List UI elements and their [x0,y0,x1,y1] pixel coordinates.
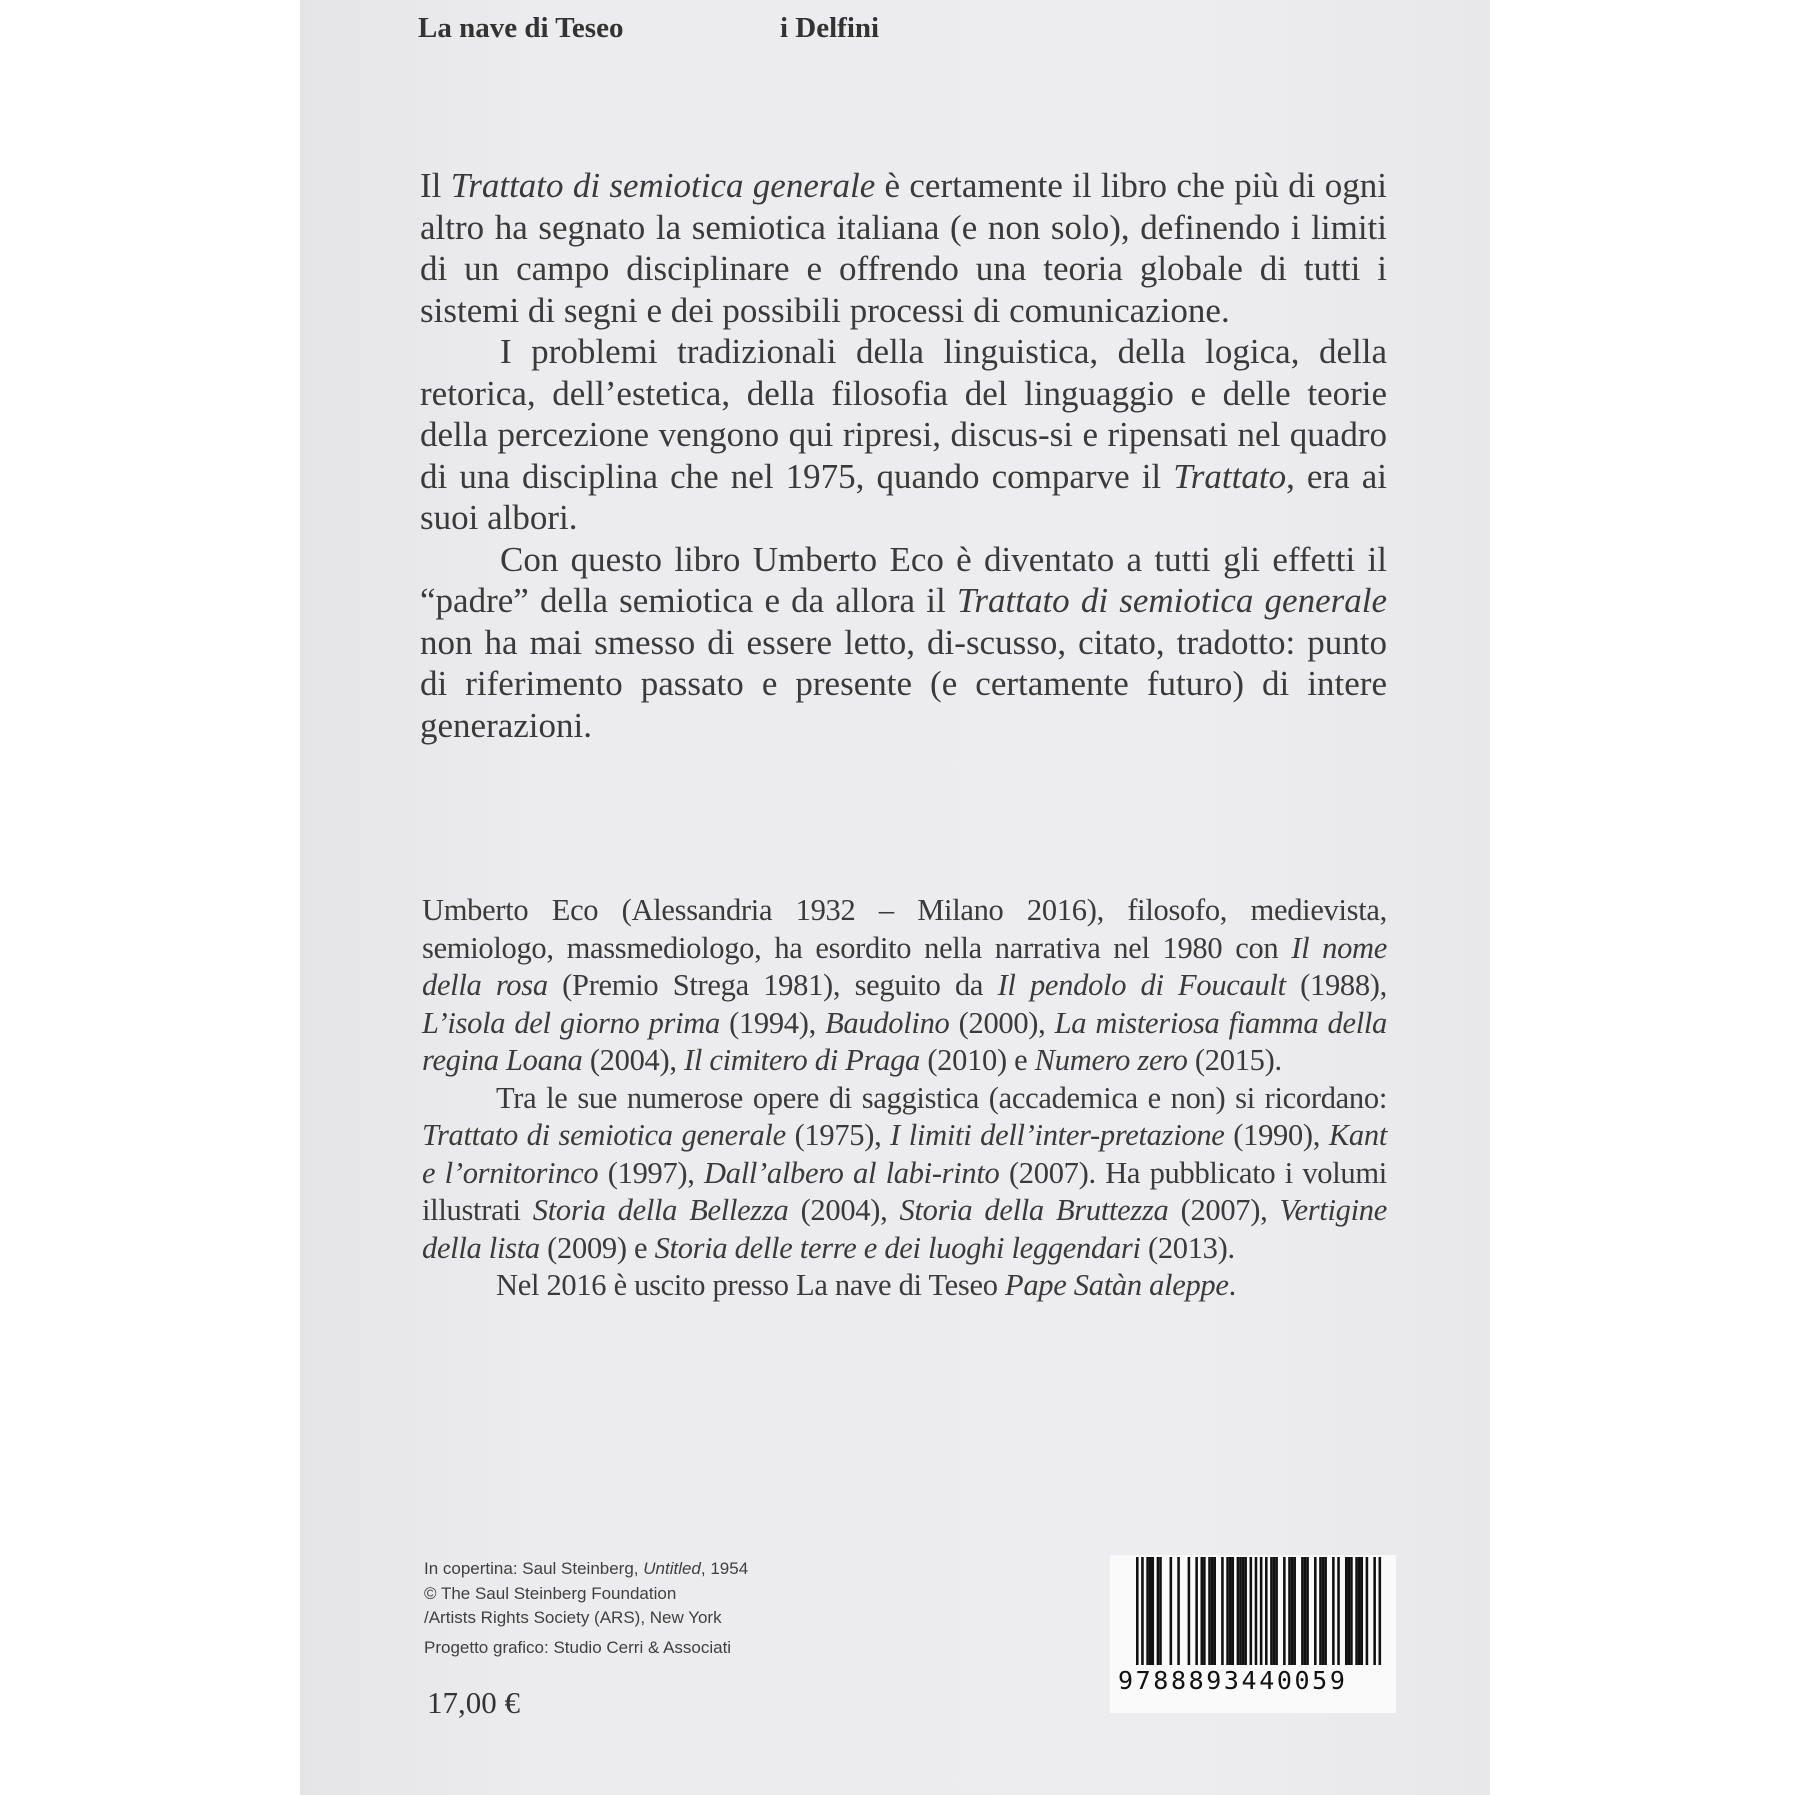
barcode-bar [1195,1557,1198,1665]
barcode-bar [1242,1557,1245,1665]
publisher-name: La nave di Teseo [418,12,624,44]
barcode-bar [1159,1557,1162,1665]
barcode-bar [1213,1557,1216,1665]
barcode-bar [1157,1557,1160,1665]
barcode-bar [1319,1557,1322,1665]
barcode-bar [1379,1557,1382,1665]
barcode-bar [1345,1557,1348,1665]
bio-paragraph-1: Umberto Eco (Alessandria 1932 – Milano 2016), filosofo, medievista, semiologo, massmediologo, ha esordito nella narrativa nel 1980 con Il nome della rosa (Premio Strega 1981), seguito da Il pendolo di Foucault (1988), L’isola del giorno prima (1994), Baudolino (2000), La misteriosa fiamma della regina Loana (2004), Il cimitero di Praga (2010) e Numero zero (2015). [422,893,1387,1077]
barcode-bar [1324,1557,1327,1665]
barcode-bar [1304,1557,1307,1665]
barcode-bar [1211,1557,1214,1665]
barcode-bar [1170,1557,1173,1665]
bio-paragraph-3: Nel 2016 è uscito presso La nave di Teseo Pape Satàn aleppe. [496,1268,1236,1302]
isbn-digits: 9788893440059 [1118,1666,1348,1695]
barcode-bar [1366,1557,1369,1665]
series-name: i Delfini [780,12,880,44]
barcode-bar [1291,1557,1294,1665]
barcode-bar [1337,1557,1340,1665]
blurb-paragraph-3: Con questo libro Umberto Eco è diventato a tutti gli effetti il “padre” della semiotica e da allora il Trattato di semiotica generale non ha mai smesso di essere letto, di-scusso, citato, tradotto: punto di riferimento passato e presente (e certamente futuro) di intere generazioni. [420,539,1388,745]
copyright-line: © The Saul Steinberg Foundation [424,1583,677,1603]
author-bio [422,892,1387,1305]
barcode-bar [1288,1557,1291,1665]
barcode-bar [1229,1557,1232,1665]
barcode-bar [1141,1557,1144,1665]
barcode-bar [1358,1557,1361,1665]
barcode-bar [1201,1557,1204,1665]
barcode-bar [1203,1557,1206,1665]
blurb-paragraph-1: Il Trattato di semiotica generale è certamente il libro che più di ogni altro ha segnato la semiotica italiana (e non solo), definendo i limiti di un campo disciplinare e offrendo una teoria globale di tutti i sistemi di segni e dei possibili processi di comunicazione. [420,166,1387,330]
barcode-bar [1151,1557,1154,1665]
barcode-bar [1273,1557,1276,1665]
barcode-bar [1322,1557,1325,1665]
barcode-bar [1373,1557,1376,1665]
barcode-bar [1255,1557,1258,1665]
barcode-bar [1293,1557,1296,1665]
price-label: 17,00 € [427,1685,520,1720]
barcode-bar [1244,1557,1247,1665]
design-credit: Progetto grafico: Studio Cerri & Associati [424,1637,732,1657]
isbn-barcode [1110,1555,1396,1713]
barcode-bar [1177,1557,1180,1665]
barcode-bar [1188,1557,1191,1665]
cover-art-credit: In copertina: Saul Steinberg, Untitled, 1954 [424,1559,749,1578]
barcode-bar [1314,1557,1317,1665]
barcode-bar [1237,1557,1240,1665]
barcode-bar [1360,1557,1363,1665]
barcode-bar [1355,1557,1358,1665]
barcode-bar [1270,1557,1273,1665]
barcode-bar [1226,1557,1229,1665]
barcode-bar [1275,1557,1278,1665]
barcode-bar [1208,1557,1211,1665]
barcode-bar [1149,1557,1152,1665]
barcode-bar [1265,1557,1268,1665]
barcode-bar [1332,1557,1335,1665]
barcode-bar [1306,1557,1309,1665]
barcode-bar [1146,1557,1149,1665]
barcode-bar [1350,1557,1353,1665]
book-blurb [420,165,1387,746]
barcode-bars [1110,1555,1396,1667]
barcode-bar [1250,1557,1253,1665]
blurb-paragraph-2: I problemi tradizionali della linguistica, della logica, della retorica, dell’estetica, della filosofia del linguaggio e delle teorie della percezione vengono qui ripresi, discus-si e ripensati nel quadro di una disciplina che nel 1975, quando comparve il Trattato, era ai suoi albori. [420,332,1388,537]
barcode-bar [1348,1557,1351,1665]
rights-line: /Artists Rights Society (ARS), New York [424,1608,722,1627]
barcode-bar [1283,1557,1286,1665]
barcode-bar [1136,1557,1139,1665]
barcode-bar [1260,1557,1263,1665]
barcode-bar [1231,1557,1234,1665]
bio-paragraph-2: Tra le sue numerose opere di saggistica (accademica e non) si ricordano: Trattato di semiotica generale (1975), I limiti dell’inter-pretazione (1990), Kant e l’ornitorinco (1997), Dall’albero al labi-rinto (2007). Ha pubblicato i volumi illustrati Storia della Bellezza (2004), Storia della Bruttezza (2007), Vertigine della lista (2009) e Storia delle terre e dei luoghi leggendari (2013). [422,1080,1387,1265]
barcode-bar [1239,1557,1242,1665]
cover-credits [424,1557,748,1660]
barcode-bar [1221,1557,1224,1665]
barcode-bar [1301,1557,1304,1665]
